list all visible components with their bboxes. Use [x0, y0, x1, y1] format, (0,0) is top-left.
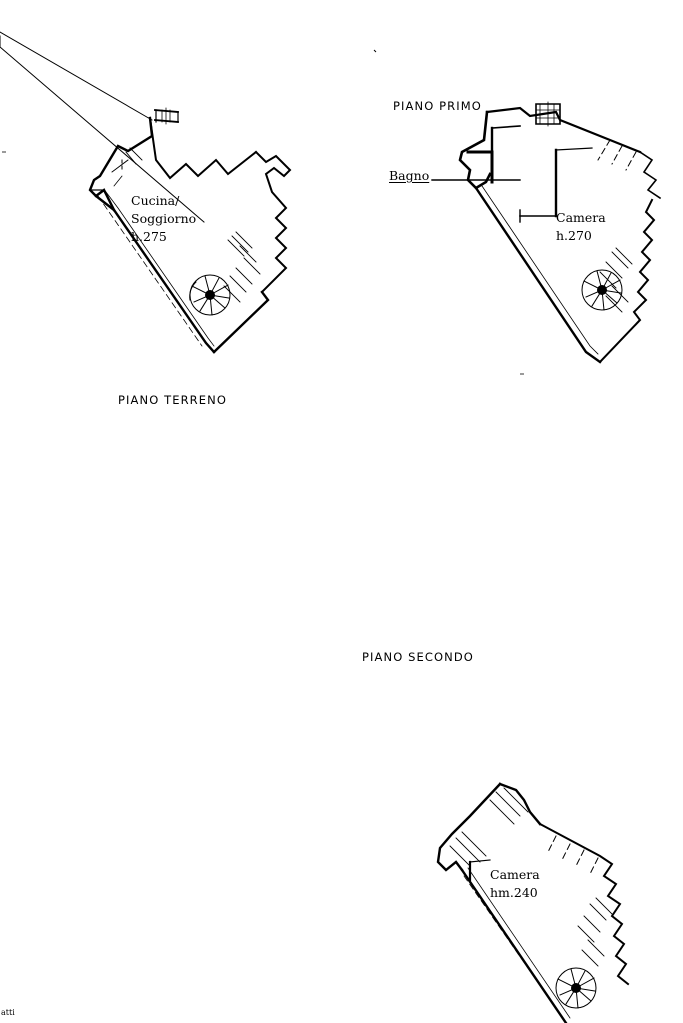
- corner-note: atti: [1, 1008, 15, 1017]
- room-label-line-1: Bagno: [389, 168, 430, 183]
- room-label-line-1: Camera: [490, 867, 540, 882]
- room-label-camera-secondo: [490, 866, 540, 902]
- room-label-line-2: Soggiorno: [131, 211, 197, 226]
- room-height-label: h.275: [131, 229, 167, 244]
- room-label-line-1: Camera: [556, 210, 606, 225]
- floor-title-piano-secondo: PIANO SECONDO: [362, 650, 474, 664]
- plan-second-floor: [438, 784, 628, 1023]
- room-label-camera-primo: [556, 209, 606, 245]
- room-label-cucina-soggiorno: [131, 192, 196, 246]
- floor-title-piano-primo: PIANO PRIMO: [393, 99, 482, 113]
- room-label-bagno: [389, 167, 429, 185]
- room-height-label: hm.240: [490, 885, 538, 900]
- room-label-line-1: Cucina/: [131, 193, 180, 208]
- plan-first-floor: [432, 102, 660, 362]
- room-height-label: h.270: [556, 228, 592, 243]
- floor-title-piano-terreno: PIANO TERRENO: [118, 393, 227, 407]
